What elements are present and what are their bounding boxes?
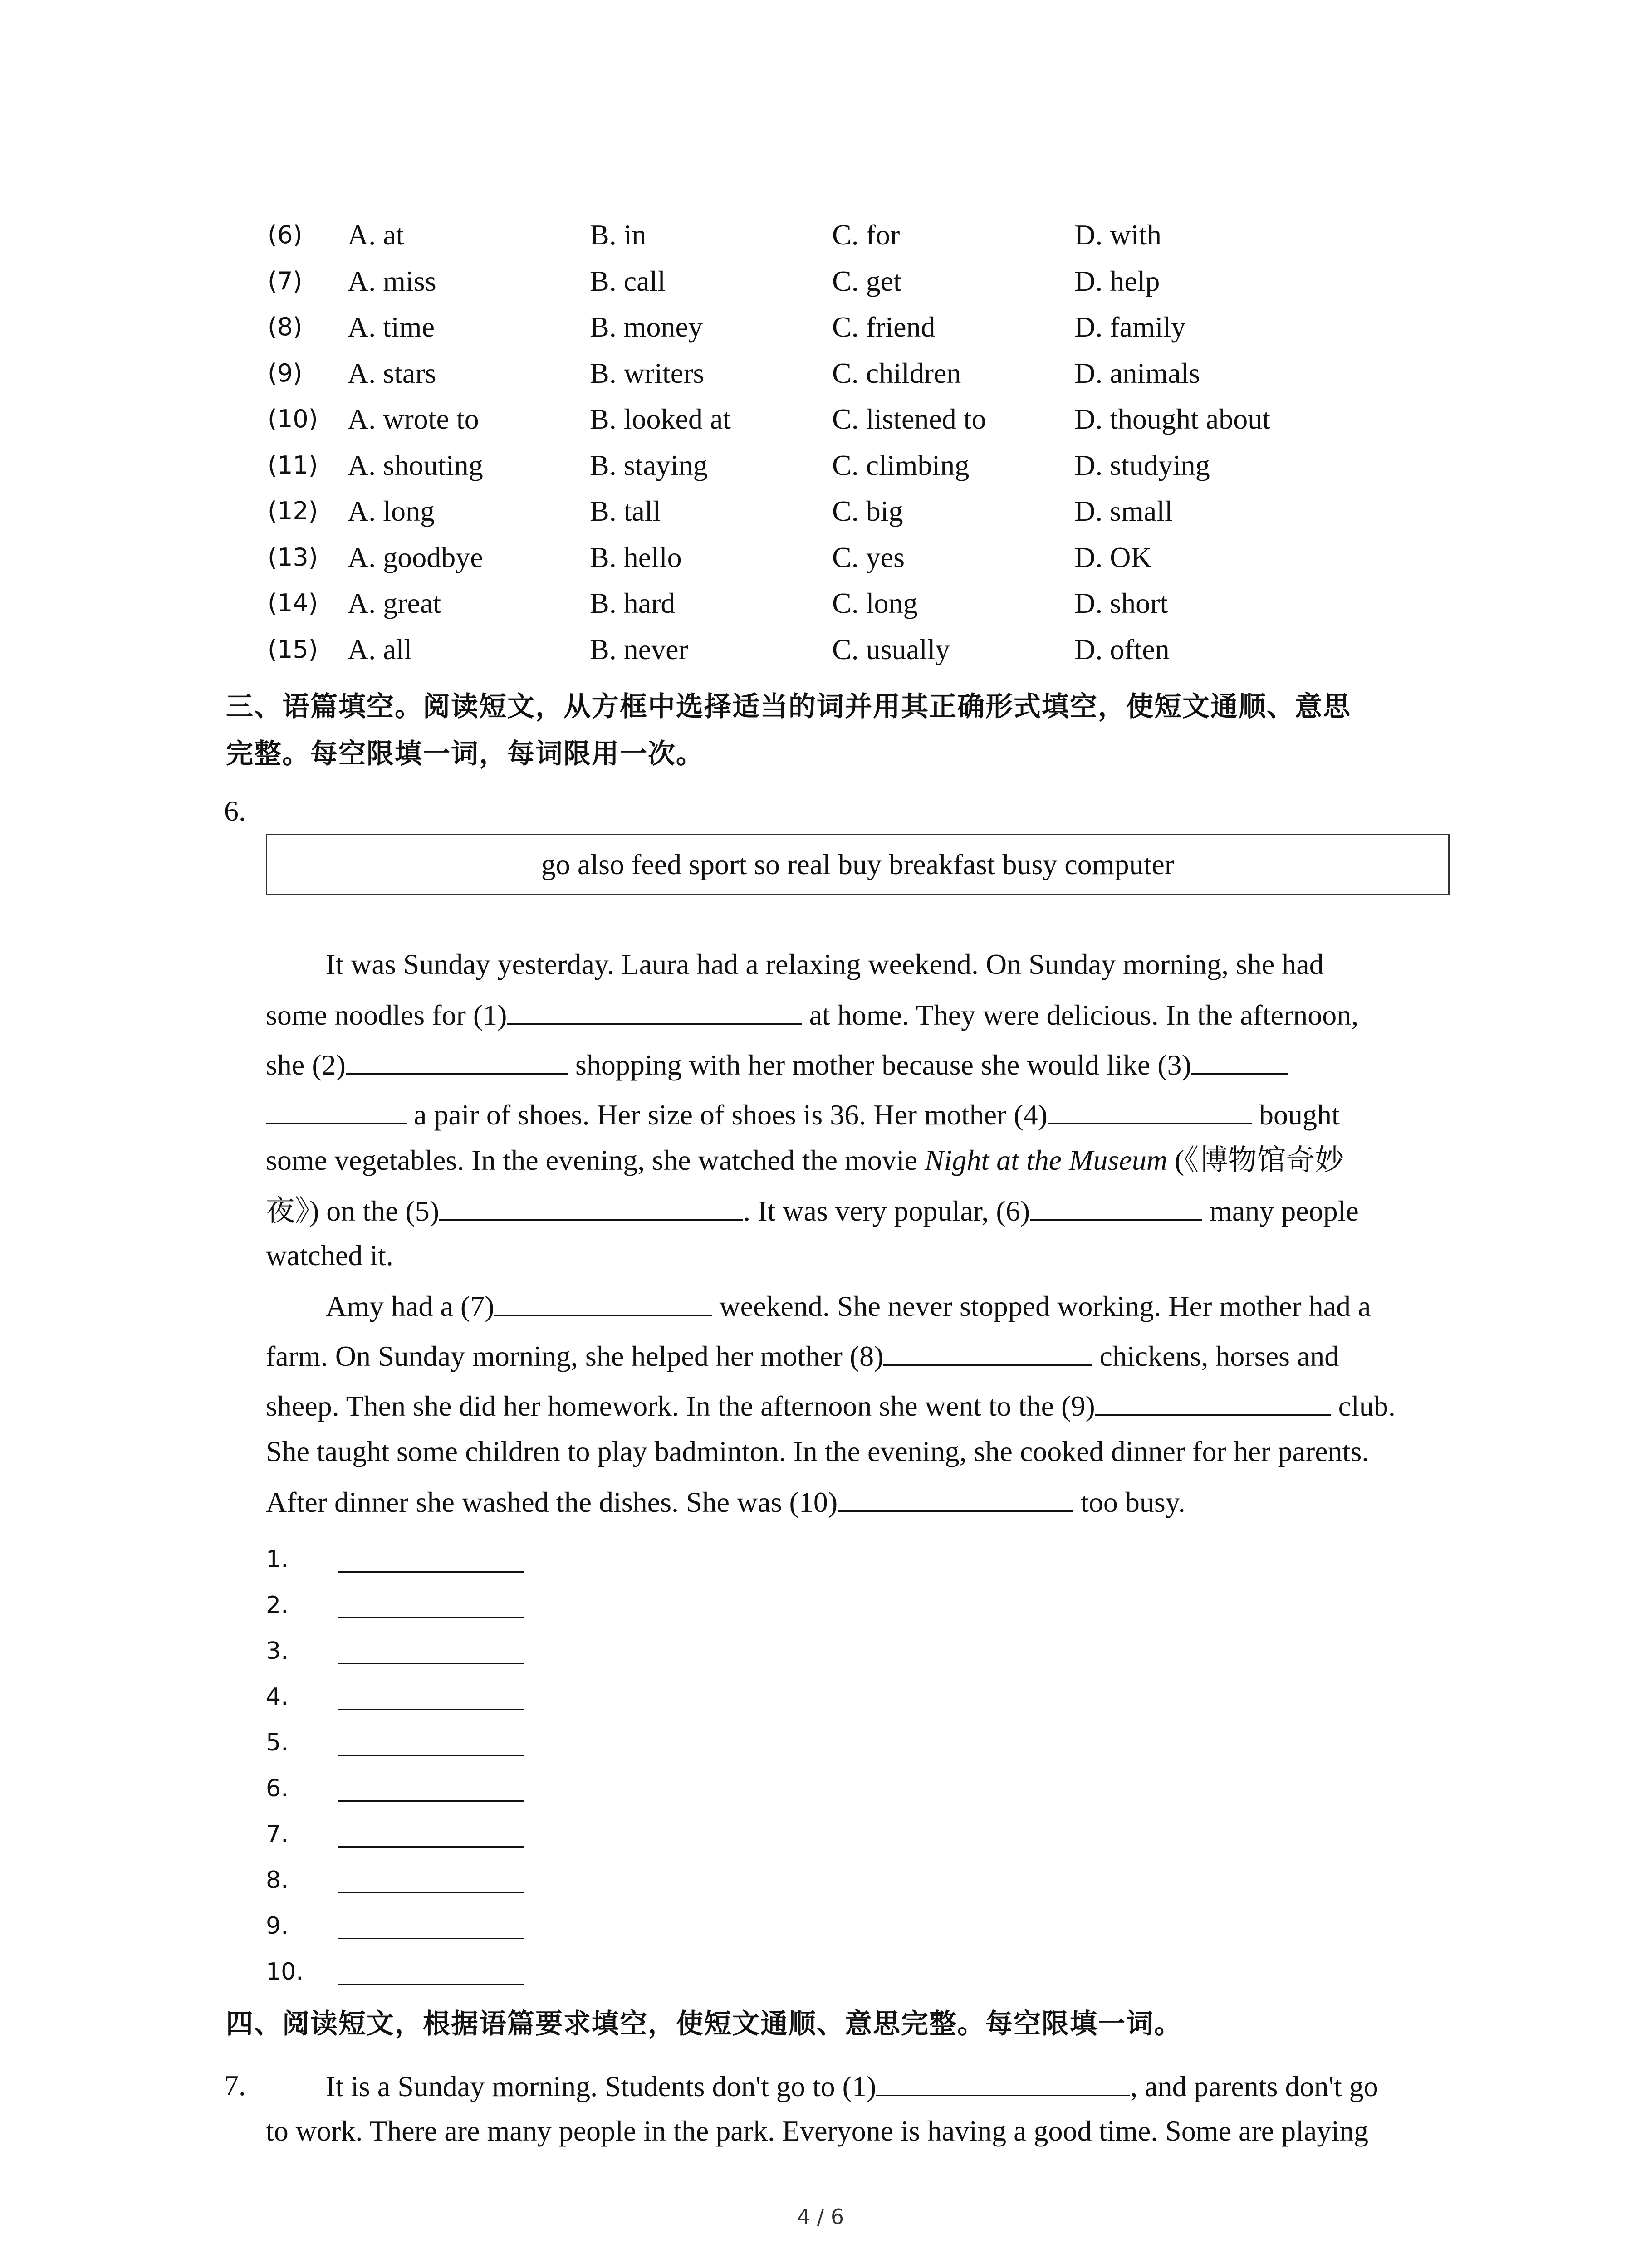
blank-6[interactable] [1030,1188,1202,1221]
answer-blank[interactable] [338,1984,524,1985]
option-c[interactable]: C. climbing [832,449,970,481]
option-number: (6) [268,220,303,249]
passage-line: some vegetables. In the evening, she watched the movie Night at the Museum (《博物馆奇妙 [266,1144,1344,1176]
word-box-text: go also feed sport so real buy breakfast busy computer [541,848,1175,880]
option-row [268,489,1402,534]
option-row [268,627,1402,672]
section3-heading-line1: 三、语篇填空。阅读短文，从方框中选择适当的词并用其正确形式填空，使短文通顺、意思 [226,691,1351,723]
passage-line: 夜》) on the (5) . It was very popular, (6) many people [266,1188,1359,1234]
option-number: (14) [268,589,318,617]
option-d[interactable]: D. with [1074,219,1161,251]
option-b[interactable]: B. money [590,311,703,343]
answer-number: 4. [266,1683,289,1711]
option-number: (11) [268,450,318,479]
answer-number: 9. [266,1912,289,1940]
option-d[interactable]: D. help [1074,264,1160,297]
question-number: 6. [224,795,246,827]
blank-2[interactable] [346,1041,568,1075]
answer-number: 6. [266,1775,289,1802]
option-number: (13) [268,543,318,572]
option-d[interactable]: D. often [1074,633,1170,665]
blank-9[interactable] [1095,1383,1331,1416]
answer-blank[interactable] [338,1846,524,1848]
answer-blank[interactable] [338,1755,524,1756]
answer-blank[interactable] [338,1938,524,1939]
option-b[interactable]: B. never [590,633,688,665]
passage-line: After dinner she washed the dishes. She was (10) too busy. [266,1479,1185,1525]
option-a[interactable]: A. at [348,219,404,251]
blank-7[interactable] [494,1283,712,1316]
movie-title: Night at the Museum [924,1144,1168,1176]
passage-line: It is a Sunday morning. Students don't go to (1) , and parents don't go [326,2063,1378,2109]
option-number: (15) [268,635,318,664]
answer-number: 8. [266,1867,289,1894]
answer-number: 10. [266,1958,304,1985]
option-a[interactable]: A. miss [348,264,436,297]
option-b[interactable]: B. in [590,219,647,251]
option-row [268,581,1402,626]
option-b[interactable]: B. hello [590,541,682,573]
answer-number: 7. [266,1821,289,1848]
option-d[interactable]: D. thought about [1074,403,1270,435]
blank-3b[interactable] [266,1091,407,1124]
passage-line: to work. There are many people in the park. Everyone is having a good time. Some are playing [266,2115,1369,2147]
option-c[interactable]: C. children [832,357,961,389]
blank-8[interactable] [883,1333,1092,1366]
option-a[interactable]: A. wrote to [348,403,479,435]
passage-line: sheep. Then she did her homework. In the afternoon she went to the (9) club. [266,1383,1396,1429]
option-number: (12) [268,497,318,525]
option-c[interactable]: C. for [832,219,900,251]
passage-line: some noodles for (1) at home. They were delicious. In the afternoon, [266,992,1358,1038]
option-b[interactable]: B. writers [590,357,705,389]
option-d[interactable]: D. short [1074,587,1168,619]
option-b[interactable]: B. staying [590,449,708,481]
answer-number: 5. [266,1729,289,1756]
answer-blank[interactable] [338,1663,524,1664]
question-number: 7. [224,2069,246,2102]
option-c[interactable]: C. big [832,495,903,527]
answer-blank[interactable] [338,1709,524,1710]
blank-4[interactable] [1048,1091,1252,1124]
option-number: (7) [268,266,303,295]
option-number: (8) [268,313,303,341]
option-c[interactable]: C. friend [832,311,936,343]
option-number: (9) [268,358,303,387]
blank-3a[interactable] [1191,1041,1288,1075]
section3-heading-line2: 完整。每空限填一词，每词限用一次。 [226,738,704,770]
section4-heading: 四、阅读短文，根据语篇要求填空，使短文通顺、意思完整。每空限填一词。 [226,2008,1182,2040]
option-c[interactable]: C. yes [832,541,905,573]
blank-5[interactable] [439,1188,743,1221]
option-row [268,259,1402,304]
passage-line: a pair of shoes. Her size of shoes is 36. Her mother (4) bought [266,1091,1340,1138]
option-b[interactable]: B. looked at [590,403,731,435]
answer-number: 1. [266,1546,289,1573]
option-row [268,304,1402,350]
answer-blank[interactable] [338,1571,524,1573]
option-c[interactable]: C. long [832,587,918,619]
option-b[interactable]: B. tall [590,495,661,527]
option-row [268,396,1402,442]
option-c[interactable]: C. usually [832,633,950,665]
option-d[interactable]: D. small [1074,495,1173,527]
option-c[interactable]: C. get [832,264,901,297]
option-row [268,443,1402,488]
passage-line: She taught some children to play badminton. In the evening, she cooked dinner for her parents. [266,1435,1369,1467]
option-d[interactable]: D. family [1074,311,1186,343]
option-a[interactable]: A. stars [348,357,436,389]
option-a[interactable]: A. all [348,633,412,665]
passage-line: It was Sunday yesterday. Laura had a relaxing weekend. On Sunday morning, she had [326,948,1324,980]
option-a[interactable]: A. long [348,495,435,527]
blank-1[interactable] [507,992,802,1025]
option-c[interactable]: C. listened to [832,403,986,435]
answer-number: 3. [266,1637,289,1665]
passage-line: farm. On Sunday morning, she helped her mother (8) chickens, horses and [266,1333,1339,1379]
answer-blank[interactable] [338,1892,524,1893]
option-b[interactable]: B. call [590,264,666,297]
answer-blank[interactable] [338,1617,524,1618]
option-d[interactable]: D. OK [1074,541,1152,573]
option-a[interactable]: A. time [348,311,435,343]
option-row [268,212,1402,258]
answer-number: 2. [266,1592,289,1619]
option-row [268,535,1402,580]
passage-line: Amy had a (7) weekend. She never stopped working. Her mother had a [326,1283,1371,1329]
option-d[interactable]: D. studying [1074,449,1210,481]
passage-line: watched it. [266,1239,393,1271]
option-a[interactable]: A. goodbye [348,541,483,573]
blank-s4-1[interactable] [876,2063,1130,2096]
blank-10[interactable] [838,1479,1073,1512]
option-a[interactable]: A. great [348,587,441,619]
option-d[interactable]: D. animals [1074,357,1200,389]
passage-line: she (2) shopping with her mother because she would like (3) [266,1041,1288,1088]
word-box [266,834,1450,895]
option-number: (10) [268,405,318,433]
option-b[interactable]: B. hard [590,587,676,619]
option-row [268,351,1402,396]
page-number: 4 / 6 [797,2204,844,2229]
option-a[interactable]: A. shouting [348,449,483,481]
answer-blank[interactable] [338,1800,524,1802]
